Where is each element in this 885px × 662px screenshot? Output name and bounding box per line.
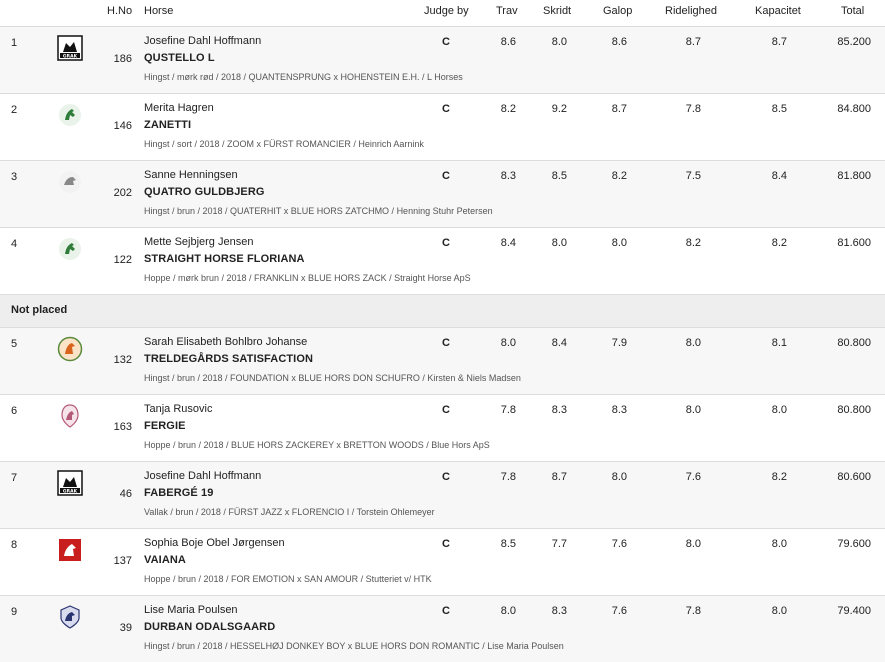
score-skridt: 8.5 [551,170,567,182]
horse-info: Hingst / brun / 2018 / HESSELHØJ DONKEY BOY x BLUE HORS DON ROMANTIC / Lise Maria Poulsen [144,641,564,651]
score-ridelighed: 8.0 [685,404,701,416]
header-trav: Trav [496,5,518,17]
judge-code: C [442,337,450,349]
score-ridelighed: 7.8 [685,605,701,617]
table-row[interactable] [0,327,885,394]
horse-number: 146 [113,120,132,132]
grey-horse-logo-icon [57,169,83,195]
header-total: Total [841,5,865,17]
score-galop: 7.6 [611,605,627,617]
not-placed-section-header [0,294,885,327]
horse-number: 137 [113,555,132,567]
green-horse-logo-icon [57,102,83,128]
score-trav: 8.5 [500,538,516,550]
header-horse: Horse [144,5,174,17]
grak-logo-icon [57,470,83,496]
horse-info: Hoppe / brun / 2018 / FOR EMOTION x SAN AMOUR / Stutteriet v/ HTK [144,574,432,584]
horse-info: Hoppe / mørk brun / 2018 / FRANKLIN x BLUE HORS ZACK / Straight Horse ApS [144,273,471,283]
horse-info: Hingst / sort / 2018 / ZOOM x FÜRST ROMANCIER / Heinrich Aarnink [144,139,424,149]
judge-code: C [442,237,450,249]
score-skridt: 8.0 [551,237,567,249]
rider-name[interactable]: Lise Maria Poulsen [144,604,238,616]
table-row[interactable] [0,93,885,160]
score-ridelighed: 7.8 [685,103,701,115]
score-galop: 8.3 [611,404,627,416]
rider-name[interactable]: Merita Hagren [144,102,214,114]
score-kapacitet: 8.0 [771,538,787,550]
score-ridelighed: 7.6 [685,471,701,483]
score-total: 79.600 [837,538,871,550]
horse-number: 186 [113,53,132,65]
score-galop: 8.2 [611,170,627,182]
pink-horse-logo-icon [57,403,83,429]
table-row[interactable] [0,394,885,461]
horse-name[interactable]: FABERGÉ 19 [144,487,214,499]
score-trav: 8.2 [500,103,516,115]
score-skridt: 8.4 [551,337,567,349]
rider-name[interactable]: Tanja Rusovic [144,403,213,415]
rider-name[interactable]: Sarah Elisabeth Bohlbro Johanse [144,336,308,348]
score-kapacitet: 8.0 [771,404,787,416]
score-skridt: 8.7 [551,471,567,483]
score-kapacitet: 8.0 [771,605,787,617]
score-kapacitet: 8.4 [771,170,787,182]
score-ridelighed: 7.5 [685,170,701,182]
table-row[interactable] [0,528,885,595]
orange-horse-logo-icon [57,336,83,362]
rank-number: 9 [11,606,18,618]
score-total: 81.600 [837,237,871,249]
horse-number: 132 [113,354,132,366]
score-skridt: 9.2 [551,103,567,115]
horse-info: Hingst / mørk rød / 2018 / QUANTENSPRUNG x HOHENSTEIN E.H. / L Horses [144,72,463,82]
header-ridelighed: Ridelighed [665,5,717,17]
rank-number: 1 [11,37,18,49]
rank-number: 2 [11,104,18,116]
horse-number: 163 [113,421,132,433]
score-kapacitet: 8.2 [771,471,787,483]
score-trav: 7.8 [500,404,516,416]
rank-number: 7 [11,472,18,484]
navy-horse-logo-icon [57,604,83,630]
rank-number: 5 [11,338,18,350]
green-horse-logo-icon [57,236,83,262]
judge-code: C [442,170,450,182]
score-galop: 8.6 [611,36,627,48]
header-galop: Galop [603,5,633,17]
score-total: 84.800 [837,103,871,115]
horse-number: 202 [113,187,132,199]
rank-number: 4 [11,238,18,250]
header-skridt: Skridt [543,5,572,17]
score-galop: 8.0 [611,237,627,249]
score-skridt: 7.7 [551,538,567,550]
score-trav: 8.4 [500,237,516,249]
grak-logo-icon [57,35,83,61]
header-hno: H.No [107,5,133,17]
rank-number: 3 [11,171,18,183]
score-trav: 8.0 [500,337,516,349]
horse-info: Vallak / brun / 2018 / FÜRST JAZZ x FLORENCIO I / Torstein Ohlemeyer [144,507,435,517]
table-row[interactable] [0,461,885,528]
horse-info: Hoppe / brun / 2018 / BLUE HORS ZACKEREY x BRETTON WOODS / Blue Hors ApS [144,440,490,450]
score-kapacitet: 8.5 [771,103,787,115]
horse-name[interactable]: QUSTELLO L [144,52,215,64]
table-header [0,0,885,26]
score-skridt: 8.3 [551,605,567,617]
score-total: 80.800 [837,404,871,416]
table-row[interactable] [0,26,885,93]
judge-code: C [442,36,450,48]
score-total: 80.600 [837,471,871,483]
header-judge: Judge by [424,5,469,17]
score-trav: 8.0 [500,605,516,617]
judge-code: C [442,605,450,617]
table-row[interactable] [0,227,885,294]
score-galop: 7.9 [611,337,627,349]
rider-name[interactable]: Sanne Henningsen [144,169,238,181]
horse-number: 39 [119,622,132,634]
score-total: 81.800 [837,170,871,182]
horse-name[interactable]: QUATRO GULDBJERG [144,186,265,198]
score-skridt: 8.0 [551,36,567,48]
score-trav: 8.6 [500,36,516,48]
score-trav: 7.8 [500,471,516,483]
score-total: 79.400 [837,605,871,617]
table-row[interactable] [0,160,885,227]
judge-code: C [442,471,450,483]
horse-info: Hingst / brun / 2018 / FOUNDATION x BLUE HORS DON SCHUFRO / Kirsten & Niels Madsen [144,373,521,383]
rider-name[interactable]: Mette Sejbjerg Jensen [144,236,254,248]
horse-number: 122 [113,254,132,266]
table-row[interactable] [0,595,885,662]
score-ridelighed: 8.7 [685,36,701,48]
rider-name[interactable]: Josefine Dahl Hoffmann [144,470,262,482]
svg-text:GRAK: GRAK [62,489,78,495]
score-total: 80.800 [837,337,871,349]
judge-code: C [442,404,450,416]
score-total: 85.200 [837,36,871,48]
svg-text:GRAK: GRAK [62,54,78,60]
judge-code: C [442,538,450,550]
score-kapacitet: 8.1 [771,337,787,349]
horse-name[interactable]: FERGIE [144,420,186,432]
horse-name[interactable]: VAIANA [144,554,186,566]
horse-name[interactable]: DURBAN ODALSGAARD [144,621,276,633]
score-galop: 8.0 [611,471,627,483]
horse-name[interactable]: TRELDEGÅRDS SATISFACTION [144,353,314,365]
header-kapacitet: Kapacitet [755,5,801,17]
score-ridelighed: 8.2 [685,237,701,249]
score-galop: 7.6 [611,538,627,550]
score-ridelighed: 8.0 [685,538,701,550]
judge-code: C [442,103,450,115]
score-trav: 8.3 [500,170,516,182]
horse-name[interactable]: ZANETTI [144,119,192,131]
horse-name[interactable]: STRAIGHT HORSE FLORIANA [144,253,305,265]
score-ridelighed: 8.0 [685,337,701,349]
horse-number: 46 [119,488,132,500]
section-label: Not placed [11,304,68,316]
rider-name[interactable]: Josefine Dahl Hoffmann [144,35,262,47]
score-kapacitet: 8.2 [771,237,787,249]
red-horse-logo-icon [57,537,83,563]
score-galop: 8.7 [611,103,627,115]
horse-info: Hingst / brun / 2018 / QUATERHIT x BLUE HORS ZATCHMO / Henning Stuhr Petersen [144,206,493,216]
rider-name[interactable]: Sophia Boje Obel Jørgensen [144,537,285,549]
score-kapacitet: 8.7 [771,36,787,48]
score-skridt: 8.3 [551,404,567,416]
rank-number: 8 [11,539,18,551]
rank-number: 6 [11,405,18,417]
